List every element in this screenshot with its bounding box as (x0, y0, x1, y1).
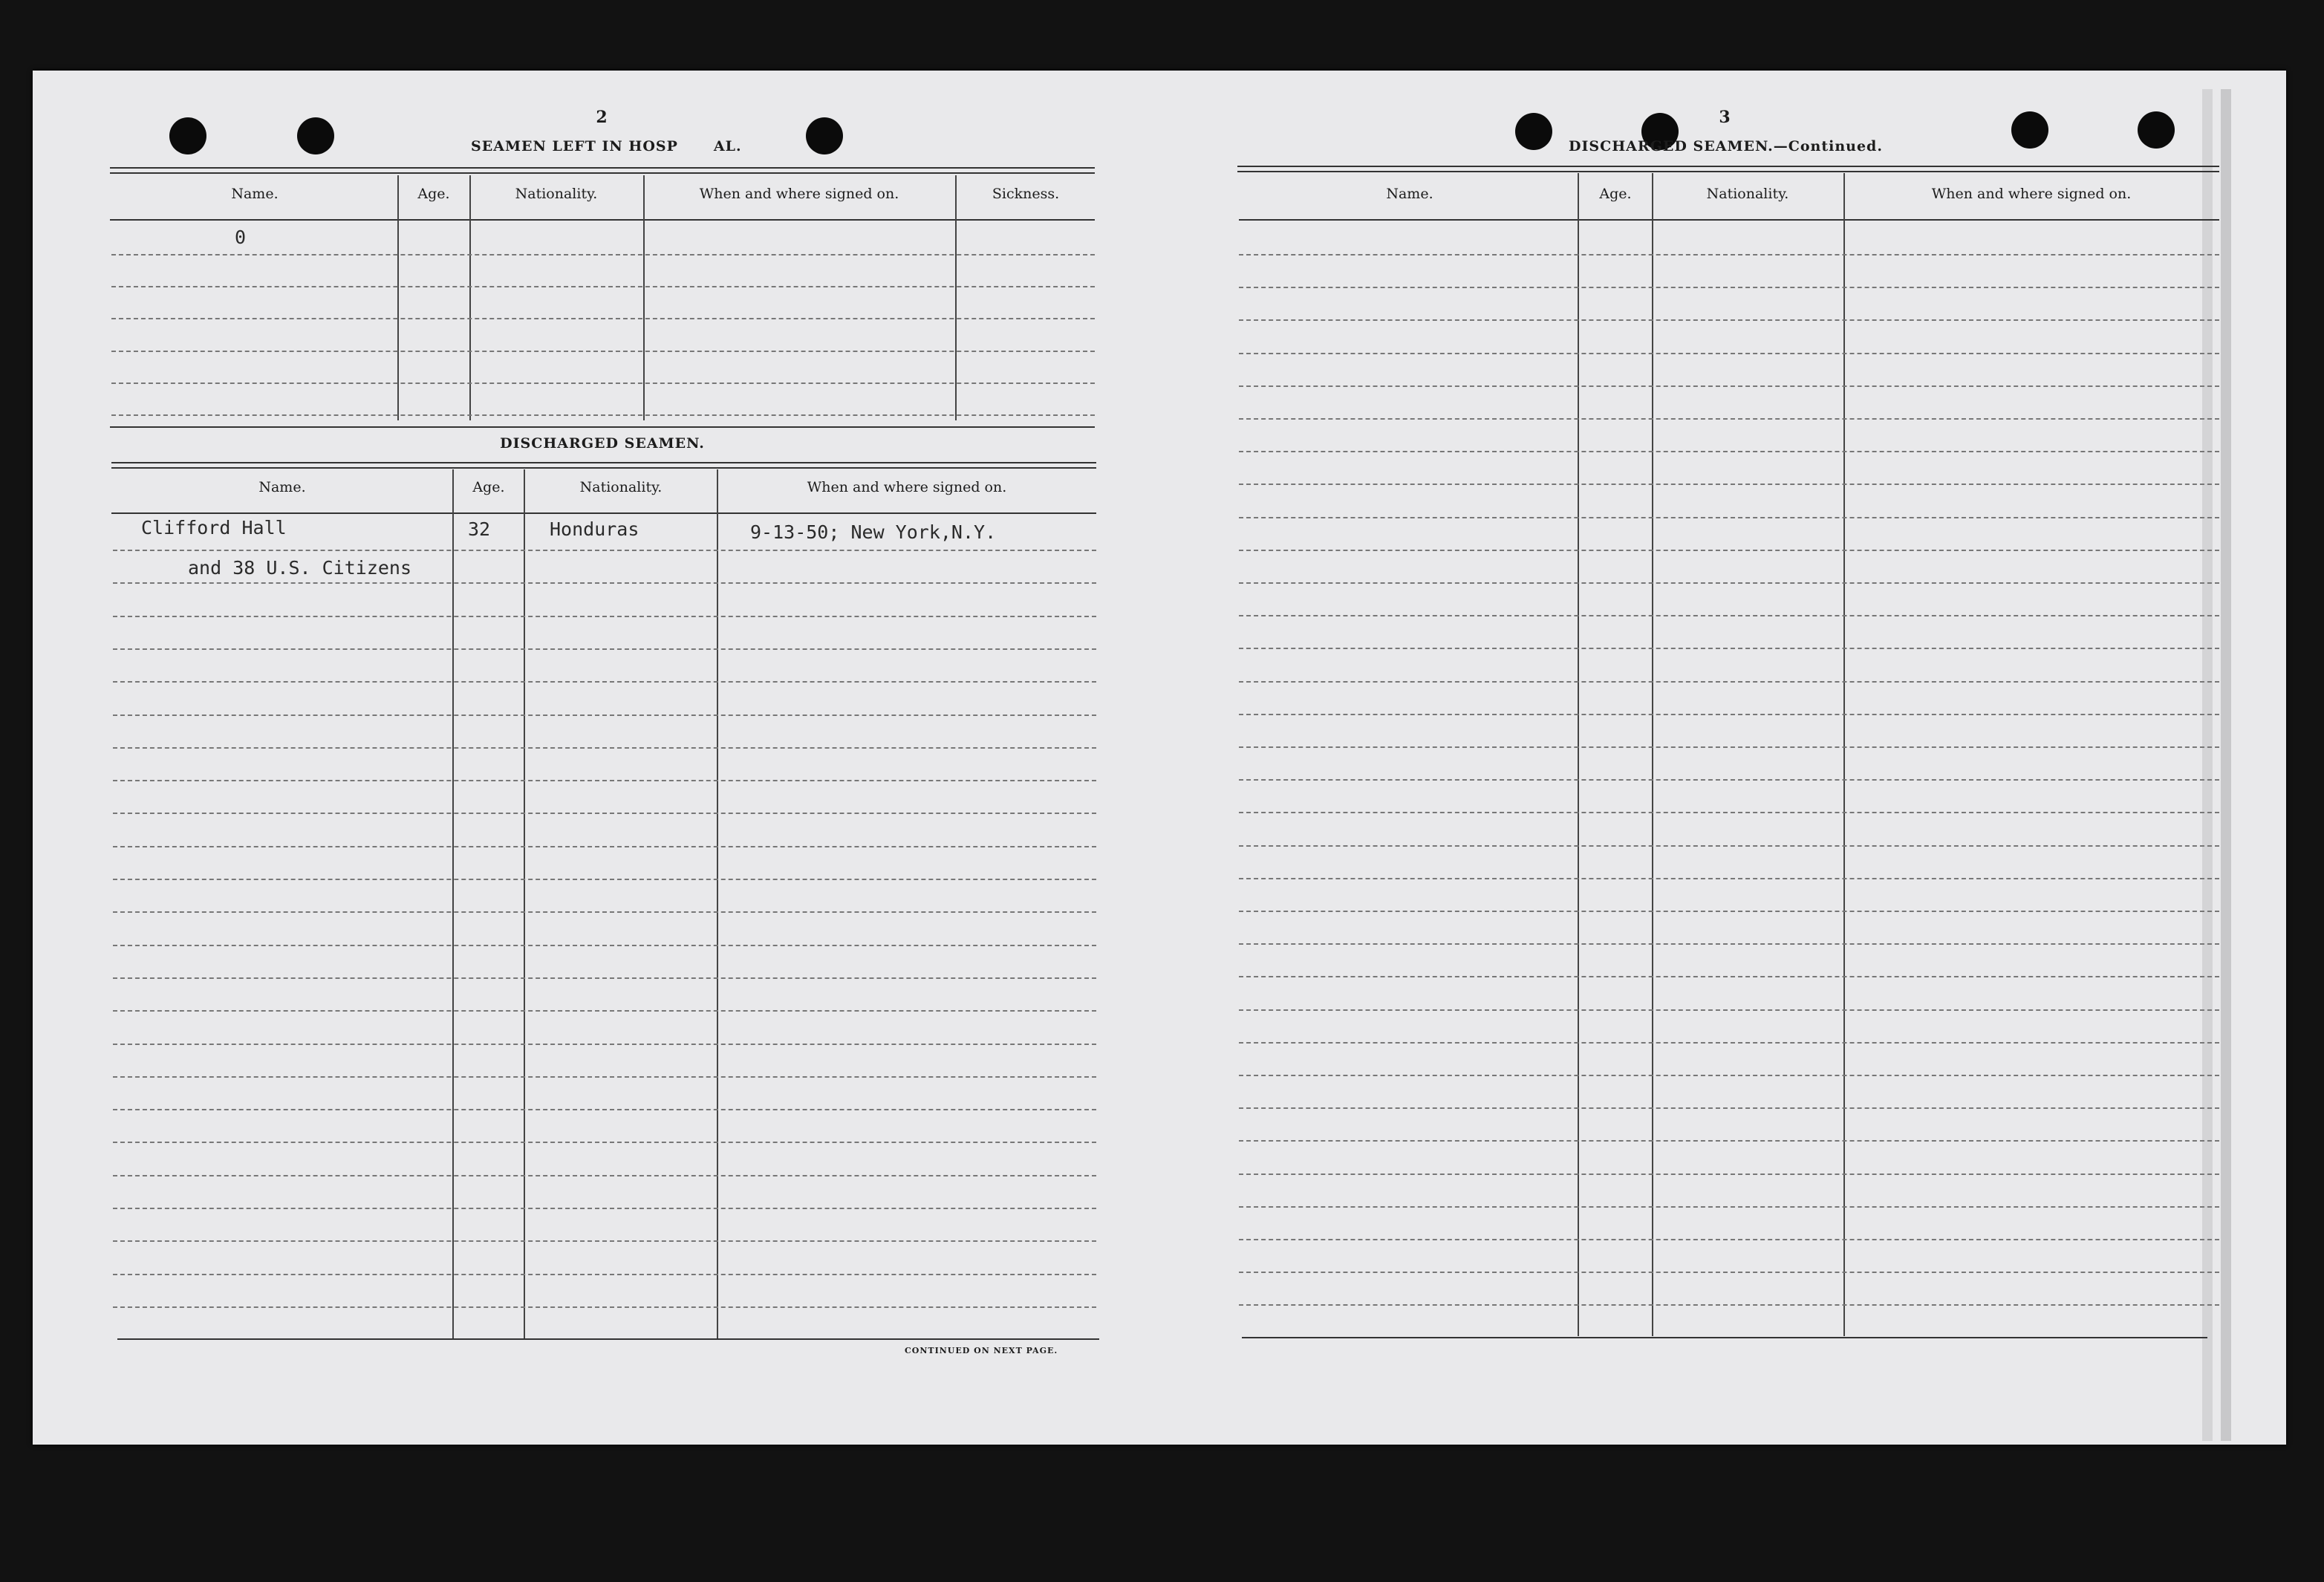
row-line (1239, 451, 2219, 452)
row-line (111, 351, 1095, 352)
discharged-heading: DISCHARGED SEAMEN. (500, 435, 705, 452)
row-line (1239, 287, 2219, 288)
page-edge (2221, 89, 2231, 1441)
row-line (113, 1010, 1096, 1012)
header-rule (110, 219, 1095, 221)
row-line (1239, 911, 2219, 912)
row-line (1239, 1042, 2219, 1044)
row-line (1239, 648, 2219, 649)
row-line (1239, 1174, 2219, 1175)
col-signed-on: When and where signed on. (699, 186, 899, 202)
row-line (113, 879, 1096, 880)
hospital-heading: SEAMEN LEFT IN HOSP AL. (471, 138, 742, 154)
row-line (113, 780, 1096, 781)
row-line (113, 714, 1096, 716)
col-age: Age. (472, 479, 505, 495)
bottom-rule (1242, 1337, 2207, 1338)
discharged-continued-heading: DISCHARGED SEAMEN.—Continued. (1569, 138, 1883, 154)
row-line (111, 254, 1095, 255)
heading-rule (1237, 166, 2219, 172)
row-line (111, 286, 1095, 287)
row-line (1239, 517, 2219, 518)
row-line (1239, 582, 2219, 584)
col-signed-on: When and where signed on. (1931, 186, 2132, 202)
col-signed-on: When and where signed on. (807, 479, 1007, 495)
row-line (1239, 845, 2219, 847)
row-line (1239, 779, 2219, 781)
page-number: 3 (1719, 108, 1731, 127)
row-line (1239, 1272, 2219, 1273)
row-line (113, 1306, 1096, 1308)
row-line (1239, 385, 2219, 387)
row-line (113, 1274, 1096, 1275)
col-sickness: Sickness. (992, 186, 1060, 202)
column-divider (1843, 173, 1845, 1336)
col-nationality: Nationality. (515, 186, 598, 202)
row-line (1239, 714, 2219, 715)
row-line (113, 1109, 1096, 1110)
header-rule (1239, 219, 2219, 221)
punch-hole (2011, 111, 2048, 149)
row-line (1239, 1075, 2219, 1076)
row-line (1239, 878, 2219, 879)
continued-note: CONTINUED ON NEXT PAGE. (905, 1346, 1058, 1355)
row-line (1239, 681, 2219, 683)
row-line (113, 1240, 1096, 1242)
col-age: Age. (417, 186, 450, 202)
row-line (111, 414, 1095, 416)
row-line (113, 977, 1096, 979)
row-line (1239, 1304, 2219, 1306)
punch-hole (2138, 111, 2175, 149)
row-line (113, 648, 1096, 650)
punch-hole (1515, 113, 1552, 150)
row-line (113, 1142, 1096, 1143)
row-line (1239, 550, 2219, 551)
row-line (113, 1076, 1096, 1078)
row-line (113, 911, 1096, 913)
col-name: Name. (258, 479, 306, 495)
row-line (113, 1208, 1096, 1209)
row-line (1239, 746, 2219, 748)
col-age: Age. (1599, 186, 1632, 202)
punch-hole (806, 117, 843, 154)
header-rule (111, 512, 1096, 514)
row-line (1239, 976, 2219, 977)
row-line (1239, 319, 2219, 321)
row-line (1239, 254, 2219, 255)
row-line (113, 747, 1096, 749)
row-line (1239, 812, 2219, 813)
entry-age: 32 (468, 518, 491, 540)
row-line (113, 1044, 1096, 1045)
col-name: Name. (1386, 186, 1433, 202)
entry-name: Clifford Hall (141, 517, 287, 538)
row-line (113, 582, 1096, 584)
row-line (1239, 1239, 2219, 1240)
row-line (113, 846, 1096, 847)
entry-signed-on: 9-13-50; New York,N.Y. (750, 521, 997, 543)
row-line (1239, 615, 2219, 616)
row-line (1239, 1009, 2219, 1011)
section-rule (110, 426, 1095, 428)
row-line (111, 383, 1095, 384)
row-line (113, 813, 1096, 814)
row-line (1239, 1107, 2219, 1109)
row-line (1239, 943, 2219, 945)
col-nationality: Nationality. (1706, 186, 1789, 202)
row-line (113, 1175, 1096, 1176)
row-line (1239, 484, 2219, 485)
row-line (1239, 1206, 2219, 1208)
hospital-entry-name: 0 (235, 227, 247, 248)
entry-nationality: Honduras (550, 518, 639, 540)
row-line (1239, 418, 2219, 420)
punch-hole (169, 117, 206, 154)
row-line (113, 550, 1096, 551)
row-line (113, 681, 1096, 683)
row-line (1239, 353, 2219, 354)
page-edge (2202, 89, 2213, 1441)
col-name: Name. (231, 186, 279, 202)
heading-rule (111, 462, 1096, 469)
row-line (1239, 1140, 2219, 1142)
bottom-rule (117, 1338, 1099, 1340)
page-number: 2 (596, 108, 608, 127)
punch-hole (297, 117, 334, 154)
row-line (111, 318, 1095, 319)
column-divider (1578, 173, 1579, 1336)
entry-name: and 38 U.S. Citizens (188, 557, 412, 579)
row-line (113, 945, 1096, 946)
col-nationality: Nationality. (579, 479, 663, 495)
row-line (113, 616, 1096, 617)
heading-rule (110, 167, 1095, 174)
column-divider (1652, 173, 1653, 1336)
